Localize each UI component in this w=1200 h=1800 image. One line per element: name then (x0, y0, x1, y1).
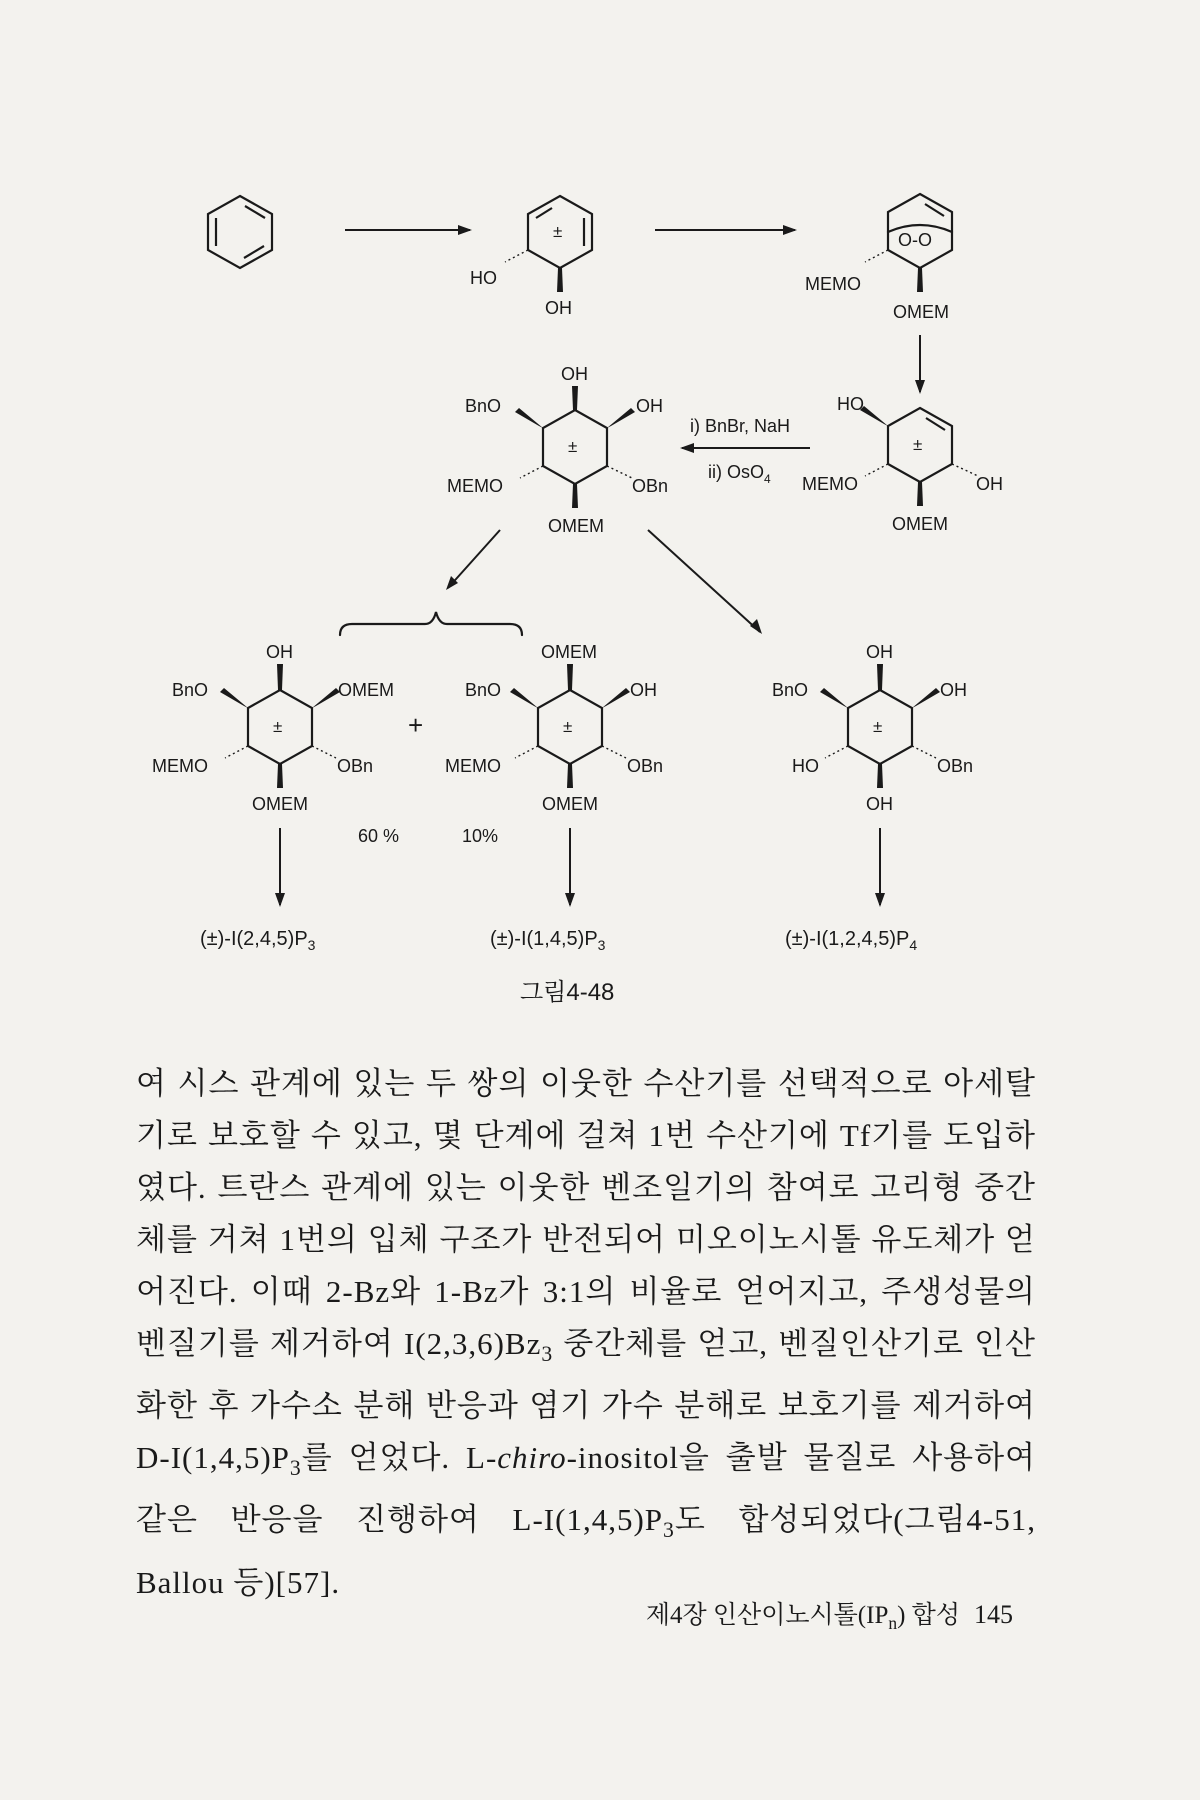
arrow-down-c (875, 828, 885, 907)
label-pm: ± (873, 717, 883, 736)
page-footer (0, 1595, 1013, 1634)
label-MEMO: MEMO (445, 756, 501, 776)
label-MEMO: MEMO (802, 474, 858, 494)
benzene-structure (208, 196, 272, 268)
label-pm: ± (553, 222, 563, 241)
paragraph-part-5: 도 합성되었다(그림4-51, Ballou 등)[57]. (136, 1502, 1036, 1600)
subscript: 3 (541, 1342, 554, 1367)
label-OH: OH (561, 364, 588, 384)
label-OMEM: OMEM (252, 794, 308, 814)
product-name-b: $(\pm)-I(1,4,5)P_3$ (490, 928, 606, 953)
reagent-2: ii) OsO$_4$ (708, 462, 771, 486)
label-OMEM: OMEM (548, 516, 604, 536)
reagent-1: i) BnBr, NaH (690, 416, 791, 436)
paragraph-part-3: 를 얻었다. L- (301, 1440, 498, 1476)
label-OH: OH (266, 642, 293, 662)
arrow-reagents (680, 416, 810, 486)
label-OH: OH (866, 642, 893, 662)
arrow-to-right-product (648, 530, 762, 634)
label-dioxo: O-O (898, 230, 932, 250)
arrow-down-a (275, 828, 285, 907)
label-pm: ± (273, 717, 283, 736)
arrow-to-left-products (446, 530, 500, 590)
subscript: 3 (663, 1518, 675, 1543)
product-name-c: $(\pm)-I(1,2,4,5)P_4$ (785, 928, 918, 953)
label-OBn: OBn (937, 756, 974, 776)
yield-b: 10% (462, 826, 499, 846)
label-OMEM: OMEM (338, 680, 394, 700)
label-OH: OH (940, 680, 967, 700)
product-a-structure (152, 642, 394, 814)
label-pm: ± (563, 717, 573, 736)
label-BnO: BnO (465, 396, 502, 416)
chapter-title: 제4장 인산이노시톨$(IP_n)$ 합성 (645, 1602, 960, 1633)
italic-chiro: chiro (497, 1440, 567, 1476)
product-c-structure (772, 642, 973, 814)
label-MEMO: MEMO (152, 756, 208, 776)
paragraph-part-4: -inositol을 출발 물질로 사용하여 같은 반응을 진행하여 L-I(1,4,5)P (136, 1440, 1036, 1538)
arrow-endoperoxide-down (915, 335, 925, 394)
arrow-diol-to-endoperoxide (655, 225, 797, 235)
arrow-down-b (565, 828, 575, 907)
label-pm: ± (568, 437, 578, 456)
label-BnO: BnO (465, 680, 502, 700)
arrow-benzene-to-diol (345, 225, 472, 235)
label-OH: OH (636, 396, 663, 416)
label-OH: OH (976, 474, 1003, 494)
label-OH: OH (630, 680, 657, 700)
label-OMEM: OMEM (893, 302, 949, 322)
label-pm: ± (913, 435, 923, 454)
label-BnO: BnO (172, 680, 209, 700)
body-paragraph (136, 1058, 1036, 1609)
central-inositol-structure (447, 364, 668, 536)
label-OBn: OBn (627, 756, 664, 776)
label-OMEM: OMEM (541, 642, 597, 662)
page-number: 145 (974, 1600, 1013, 1629)
cyclohexadiene-diol-structure (470, 196, 592, 318)
label-OH: OH (545, 298, 572, 318)
paragraph-part-1: 여 시스 관계에 있는 두 쌍의 이웃한 수산기를 선택적으로 아세탈기로 보호할 수 있고, 몇 단계에 걸쳐 1번 수산기에 Tf기를 도입하였다. 트란스 관계에 있는 이웃한 벤조일기의 참여로 고리형 중간체를 거쳐 1번의 입체 구조가 반전되어 미오이노시톨 유도체가 얻어진다. 이때 2-Bz와 1-Bz가 3:1의 비율로 얻어지고, 주생성물의 벤질기를 제거하여 I(2,3,6)Bz (136, 1066, 1036, 1361)
label-BnO: BnO (772, 680, 809, 700)
yield-a: 60 % (358, 826, 400, 846)
conduritol-intermediate-structure (802, 394, 1003, 534)
paragraph-part-2: 중간체를 얻고, 벤질인산기로 인산화한 후 가수소 분해 반응과 염기 가수 분해로 보호기를 제거하여 D-I(1,4,5)P (136, 1326, 1036, 1476)
label-OBn: OBn (632, 476, 669, 496)
endoperoxide-structure (805, 194, 952, 322)
figure-caption: 그림4-48 (520, 979, 615, 1006)
subscript: 3 (289, 1456, 302, 1481)
label-OMEM: OMEM (892, 514, 948, 534)
brace (340, 612, 522, 635)
product-name-a: $(\pm)-I(2,4,5)P_3$ (200, 928, 316, 953)
label-HO: HO (837, 394, 864, 414)
label-OMEM: OMEM (542, 794, 598, 814)
label-OBn: OBn (337, 756, 374, 776)
product-b-structure (445, 642, 663, 814)
label-MEMO: MEMO (447, 476, 503, 496)
label-HO: HO (792, 756, 819, 776)
plus-sign: + (408, 710, 424, 740)
label-MEMO: MEMO (805, 274, 861, 294)
paragraph-text (136, 1058, 1036, 1609)
label-OH: OH (866, 794, 893, 814)
label-HO: HO (470, 268, 497, 288)
